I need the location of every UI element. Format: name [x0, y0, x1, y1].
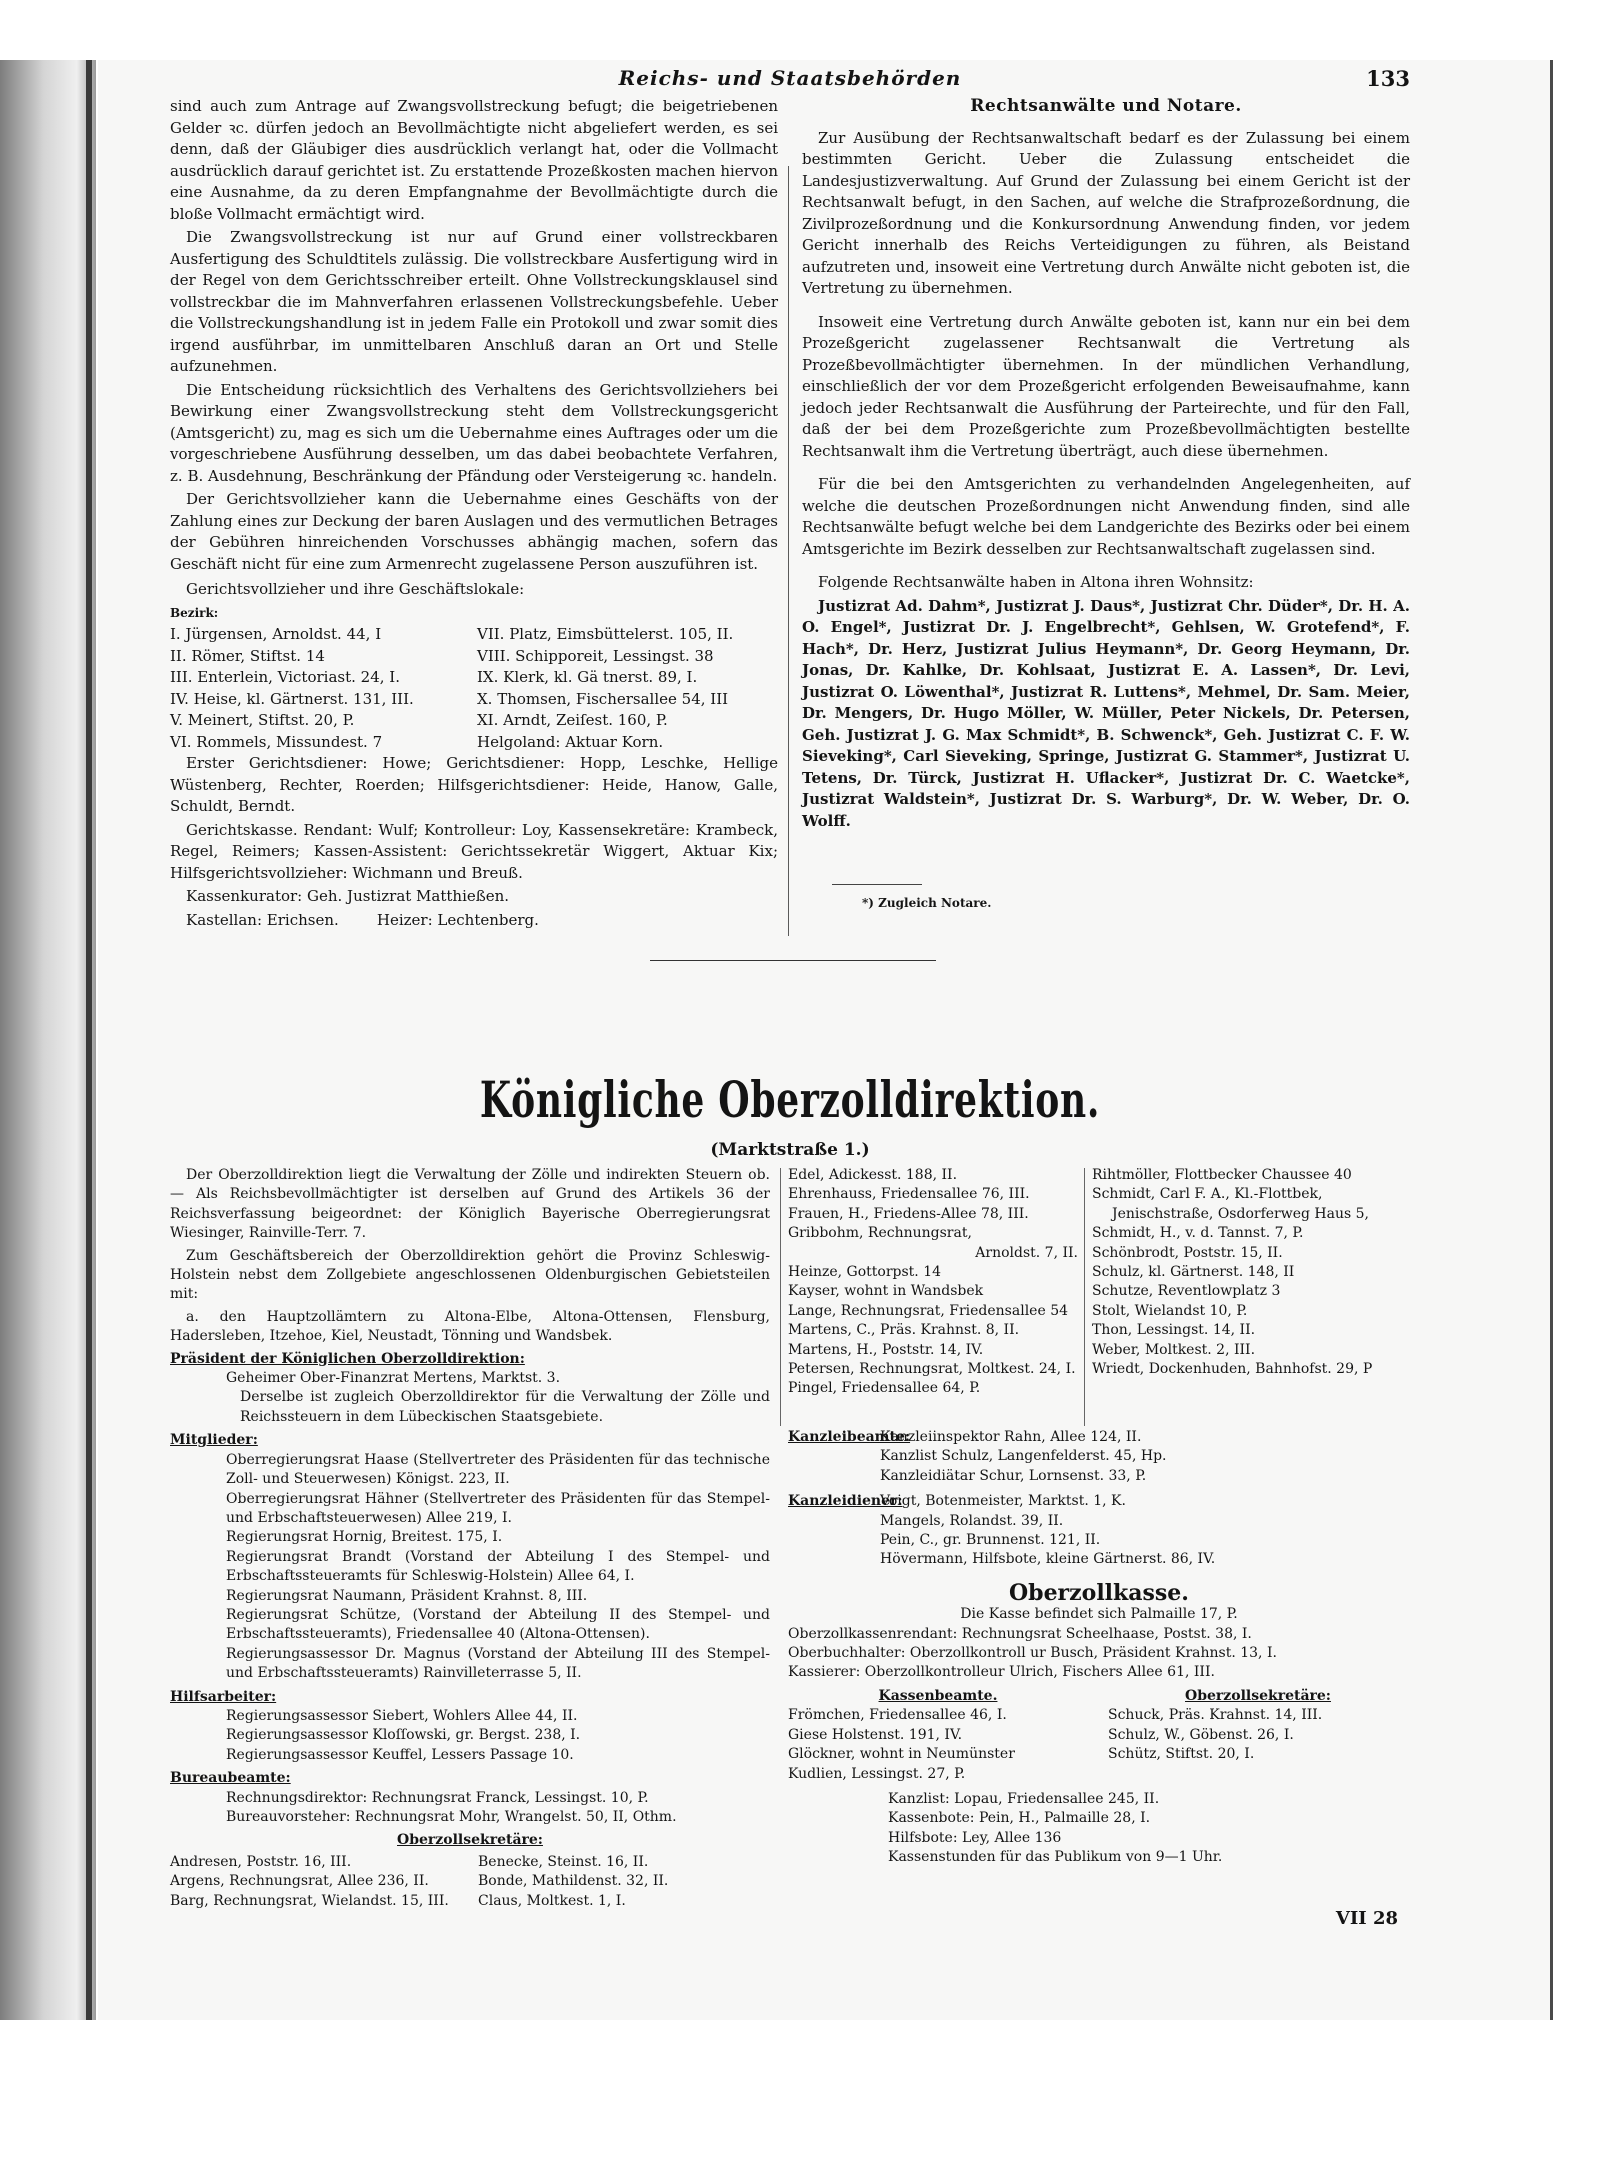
list-item: Rechnungsdirektor: Rechnungsrat Franck, Lessingst. 10, P. — [226, 1789, 649, 1806]
section-divider — [650, 960, 936, 961]
column-divider — [788, 166, 789, 936]
secretaries-table — [170, 1853, 770, 1911]
list-item: Kanzleiinspektor Rahn, Allee 124, II. — [880, 1429, 1142, 1445]
left-column — [170, 96, 778, 933]
list-item: Giese Holstenst. 191, IV. — [788, 1726, 963, 1743]
list-item: VII. Platz, Eimsbüttelerst. 105, II. — [477, 625, 734, 643]
list-item: Claus, Moltkest. 1, I. — [478, 1892, 626, 1909]
list-item: Kanzlist: Lopau, Friedensallee 245, II. — [888, 1790, 1160, 1807]
page-number: 133 — [1366, 66, 1410, 91]
kasse-staff-table — [788, 1687, 1410, 1784]
list-item: Regierungsrat Hornig, Breitest. 175, I. — [226, 1529, 503, 1546]
paragraph: Zum Geschäftsbereich der Oberzolldirektion gehört die Provinz Schleswig-Holstein nebst dem Zollgebiete angeschlossenen Oldenburgischen Gebietsteilen mit: — [170, 1247, 770, 1303]
list-item: IV. Heise, kl. Gärtnerst. 131, III. — [170, 689, 414, 708]
list-item: Thon, Lessingst. 14, II. — [1092, 1322, 1256, 1339]
list-item: Oberzollkassenrendant: Rechnungsrat Scheelhaase, Postst. 38, I. — [788, 1625, 1252, 1642]
oberzollkasse-title: Oberzollkasse. — [1009, 1579, 1189, 1606]
list-item: Regierungsassessor Kloſſowski, gr. Bergst. 238, I. — [226, 1727, 581, 1744]
castellan: Kastellan: Erichsen. Heizer: Lechtenberg. — [186, 910, 539, 929]
list-item: Oberbuchhalter: Oberzollkontroll ur Busch, Präsident Krahnst. 13, I. — [788, 1645, 1277, 1662]
kasse-misc-staff — [788, 1790, 1410, 1868]
list-item: Argens, Rechnungsrat, Allee 236, II. — [170, 1873, 429, 1890]
list-item: Derselbe ist zugleich Oberzolldirektor für die Verwaltung der Zölle und Reichssteuern in dem Lübeckischen Staatsgebiete. — [240, 1389, 770, 1425]
paragraph: Zur Ausübung der Rechtsanwaltschaft bedarf es der Zulassung bei einem bestimmten Gericht. Ueber die Zulassung entscheidet die Landesjustizverwaltung. Auf Grund der Zulassung bei einem Gericht ist der Rechtsanwalt befugt, in den Sachen, auf welche die Strafprozeßordnung, die Zivilprozeßordnung und die Konkursordnung Anwendung finden, vor jedem Gericht innerhalb des Reichs Verteidigungen zu führen, als Beistand aufzutreten und, insoweit eine Vertretung durch Anwälte nicht geboten ist, die Vertretung zu übernehmen. — [802, 128, 1410, 297]
list-item: III. Enterlein, Victoriast. 24, I. — [170, 668, 400, 686]
list-item: Schmidt, Carl F. A., Kl.-Flottbek, — [1092, 1186, 1323, 1203]
bureau-label: Bureaubeamte: — [170, 1770, 291, 1787]
oberzoll-title: Königliche Oberzolldirektion. — [479, 1070, 1101, 1129]
bailiffs-col-left — [170, 624, 467, 753]
paragraph: sind auch zum Antrage auf Zwangsvollstreckung befugt; die beigetriebenen Gelder ꝛc. dürfen jedoch an Bevollmächtigte nicht abgeliefert werden, es sei denn, daß der Gläubiger dies ausdrücklich verlangt hat, oder die Vollmacht ausdrücklich darauf gerichtet ist. Zu erstattende Prozeßkosten machen hiervon eine Ausnahme, da zu deren Empfangnahme der Bevollmächtigte durch die bloße Vollmacht ermächtigt wird. — [170, 97, 778, 223]
list-item: Voigt, Botenmeister, Marktst. 1, K. — [880, 1493, 1126, 1510]
list-item: Schulz, kl. Gärtnerst. 148, II — [1092, 1264, 1295, 1281]
kanzlei-label: Kanzleibeamte: — [788, 1429, 911, 1445]
court-staff: Erster Gerichtsdiener: Howe; Gerichtsdiener: Hopp, Leschke, Hellige Wüstenberg, Rechter, Roerden; Hilfsgerichtsdiener: Heide, Hanow, Galle, Schuldt, Berndt. — [170, 754, 778, 815]
list-item: Hilfsbote: Ley, Allee 136 — [888, 1829, 1062, 1846]
list-item: Lange, Rechnungsrat, Friedensallee 54 — [788, 1302, 1069, 1319]
list-item: Regierungsrat Schütze, (Vorstand der Abteilung II des Stempel- und Erbschaftssteueramts), Friedensallee 40 (Altona-Ottensen). — [226, 1606, 770, 1643]
list-item: Martens, C., Präs. Krahnst. 8, II. — [788, 1322, 1020, 1339]
list-item: Geheimer Ober-Finanzrat Mertens, Marktst. 3. — [226, 1370, 561, 1387]
diener-group — [788, 1492, 1410, 1570]
kassenbeamte-label: Kassenbeamte. — [878, 1687, 998, 1704]
list-item: Petersen, Rechnungsrat, Moltkest. 24, I. — [788, 1361, 1076, 1378]
book-gutter-line — [86, 60, 92, 2020]
list-item: Jenischstraße, Osdorferweg Haus 5, — [1112, 1205, 1369, 1222]
bailiffs-heading: Gerichtsvollzieher und ihre Geschäftslokale: — [186, 580, 525, 598]
list-item: Hövermann, Hilfsbote, kleine Gärtnerst. 86, IV. — [880, 1551, 1216, 1568]
right-column — [802, 96, 1410, 915]
paragraph: Für die bei den Amtsgerichten zu verhandelnden Angelegenheiten, auf welche die deutschen Prozeßordnungen nicht Anwendung finden, sind alle Rechtsanwälte befugt welche bei dem Landgerichte des Bezirks oder bei einem Amtsgerichte im Bezirk desselben zur Rechtsanwaltschaft zugelassen sind. — [802, 475, 1410, 558]
list-item: Ehrenhauss, Friedensallee 76, III. — [788, 1186, 1030, 1203]
list-item: Frömchen, Friedensallee 46, I. — [788, 1707, 1007, 1724]
list-item: Andresen, Poststr. 16, III. — [170, 1853, 352, 1870]
book-spine-shadow — [0, 60, 96, 2020]
list-item: Bureauvorsteher: Rechnungsrat Mohr, Wrangelst. 50, II, Othm. — [226, 1809, 677, 1825]
oberzoll-left-column — [170, 1166, 770, 1911]
list-item: Regierungsassessor Siebert, Wohlers Allee 44, II. — [226, 1707, 578, 1724]
list-item: Glöckner, wohnt in Neumünster — [788, 1746, 1015, 1763]
lawyers-heading: Folgende Rechtsanwälte haben in Altona ihren Wohnsitz: — [818, 573, 1254, 591]
list-item: Martens, H., Poststr. 14, IV. — [788, 1341, 984, 1358]
president-label: Präsident der Königlichen Oberzolldirektion: — [170, 1350, 525, 1367]
list-item: Oberregierungsrat Hähner (Stellvertreter des Präsidenten für das Stempel- und Erbschaftsteuerwesen) Allee 219, I. — [226, 1490, 770, 1526]
printer-signature: VII 28 — [1335, 1908, 1398, 1929]
column-divider — [1084, 1168, 1085, 1426]
list-item: Stolt, Wielandst 10, P. — [1092, 1302, 1248, 1319]
list-item: Wriedt, Dockenhuden, Bahnhofst. 29, P — [1092, 1361, 1373, 1378]
oberzoll-address: (Marktstraße 1.) — [710, 1140, 870, 1160]
bezirk-label: Bezirk: — [170, 605, 219, 620]
paragraph: Die Zwangsvollstreckung ist nur auf Grund einer vollstreckbaren Ausfertigung des Schuldtitels zulässig. Die vollstreckbare Ausfertigung wird in der Regel von dem Gerichtsschreiber erteilt. Ohne Vollstreckungsklausel sind vollstreckbar die im Mahnverfahren erlassenen Vollstreckungsbefehle. Ueber die Vollstreckungshandlung ist in jedem Falle ein Protokoll und zwar somit dies irgend ausführbar, im unmittelbaren Anschluß daran an Ort und Stelle aufzunehmen. — [170, 228, 778, 375]
bailiffs-col-right — [477, 624, 774, 753]
paragraph: Der Oberzolldirektion liegt die Verwaltung der Zölle und indirekten Steuern ob. — Als Reichsbevollmächtigter ist derselben auf Grund des Artikels 36 der Reichsverfassung beigeordnet: der Königlich Bayerische Oberregierungsrat Wiesinger, Rainville-Terr. 7. — [170, 1167, 770, 1242]
office-hours: Kassenstunden für das Publikum von 9—1 Uhr. — [888, 1849, 1223, 1866]
running-title: Reichs- und Staatsbehörden — [618, 66, 962, 90]
secretaries-col-left — [170, 1853, 454, 1911]
lawyers-list: Justizrat Ad. Dahm*, Justizrat J. Daus*, Justizrat Chr. Düder*, Dr. H. A. O. Engel*, Justizrat Dr. J. Engelbrecht*, Gehlsen, W. Grotefend*, F. Hach*, Dr. Herz, Justizrat Julius Heymann*, Dr. Georg Heymann, Dr. Jonas, Dr. Kahlke, Dr. Kohlsaat, Justizrat E. A. Lassen*, Dr. Levi, Justizrat O. Löwenthal*, Justizrat R. Luttens*, Mehmel, Dr. Sam. Meier, Dr. Mengers, Dr. Hugo Möller, W. Müller, Peter Nickels, Dr. Petersen, Geh. Justizrat J. G. Max Schmidt*, B. Schwenck*, Geh. Justizrat C. F. W. Sieveking*, Carl Sieveking, Springe, Justizrat G. Stammer*, Justizrat U. Tetens, Dr. Türck, Justizrat H. Uflacker*, Justizrat Dr. C. Waetcke*, Justizrat Waldstein*, Justizrat Dr. S. Warburg*, Dr. W. Weber, Dr. O. Wolff. — [802, 596, 1410, 830]
column-divider — [780, 1168, 781, 1426]
list-item: X. Thomsen, Fischersallee 54, III — [477, 689, 729, 708]
list-item: Kayser, wohnt in Wandsbek — [788, 1283, 984, 1300]
list-item: VI. Rommels, Missundest. 7 — [170, 732, 383, 751]
list-item: Helgoland: Aktuar Korn. — [477, 732, 664, 751]
list-item: Pingel, Friedensallee 64, P. — [788, 1380, 981, 1397]
oberzoll-mid-list — [788, 1166, 1078, 1399]
list-item: Heinze, Gottorpst. 14 — [788, 1264, 942, 1281]
list-item: Edel, Adickesst. 188, II. — [788, 1167, 958, 1183]
list-item: I. Jürgensen, Arnoldst. 44, I — [170, 625, 382, 643]
list-item: Oberregierungsrat Haase (Stellvertreter des Präsidenten für das technische Zoll- und Steuerwesen) Königst. 223, II. — [226, 1451, 770, 1488]
list-item: Schutze, Reventlowplatz 3 — [1092, 1283, 1281, 1300]
list-item: Barg, Rechnungsrat, Wielandst. 15, III. — [170, 1892, 449, 1909]
paragraph: Insoweit eine Vertretung durch Anwälte geboten ist, kann nur ein bei dem Prozeßgericht zugelassener Rechtsanwalt die Vertretung als Prozeßbevollmächtigter übernehmen. In der mündlichen Verhandlung, einschließlich der vor dem Prozeßgericht erfolgenden Beweisaufnahme, kann jedoch jeder Rechtsanwalt die Ausführung der Parteirechte, und für den Fall, daß der bei dem Prozeßgerichte zum Prozeßbevollmächtigten bestellte Rechtsanwalt ihm die Vertretung überträgt, auch diese übernehmen. — [802, 312, 1410, 460]
kanzlei-entries — [880, 1428, 1167, 1486]
list-item: Bonde, Mathildenst. 32, II. — [478, 1873, 669, 1890]
diener-label: Kanzleidiener: — [788, 1493, 903, 1510]
list-item: Pein, C., gr. Brunnenst. 121, II. — [880, 1532, 1101, 1549]
list-item: V. Meinert, Stiftst. 20, P. — [170, 711, 355, 729]
list-item: Mangels, Rolandst. 39, II. — [880, 1512, 1064, 1529]
list-item: Regierungsrat Brandt (Vorstand der Abteilung I des Stempel- und Erbschaftssteueramts für Schleswig-Holstein) Allee 64, I. — [226, 1548, 770, 1585]
court-cashier: Gerichtskasse. Rendant: Wulf; Kontrolleur: Loy, Kassensekretäre: Krambeck, Regel, Reimers; Kassen-Assistent: Gerichtssekretär Wiggert, Aktuar Kix; Hilfsgerichtsvollzieher: Wichmann und Breuß. — [170, 820, 778, 882]
list-item: Kassenbote: Pein, H., Palmaille 28, I. — [888, 1810, 1151, 1827]
oberzoll-staff-lists — [788, 1428, 1410, 1868]
cash-curator: Kassenkurator: Geh. Justizrat Matthießen. — [186, 887, 510, 905]
secretaries-col-right — [478, 1853, 762, 1911]
list-item: Schuck, Präs. Krahnst. 14, III. — [1108, 1707, 1323, 1724]
list-item: Gribbohm, Rechnungsrat, — [788, 1225, 972, 1242]
list-item: Regierungsrat Naumann, Präsident Krahnst. 8, III. — [226, 1587, 588, 1604]
list-item: Benecke, Steinst. 16, II. — [478, 1853, 649, 1870]
list-item: Kassierer: Oberzollkontrolleur Ulrich, Fischers Allee 61, III. — [788, 1664, 1215, 1681]
list-item: Kudlien, Lessingst. 27, P. — [788, 1765, 966, 1782]
kasse-location: Die Kasse befindet sich Palmaille 17, P. — [960, 1606, 1238, 1623]
list-item: Weber, Moltkest. 2, III. — [1092, 1341, 1256, 1358]
footnote-rule — [832, 884, 922, 885]
list-item: Frauen, H., Friedens-Allee 78, III. — [788, 1205, 1029, 1222]
kassensekretaere-label: Oberzollsekretäre: — [1185, 1687, 1331, 1704]
list-item: Regierungsassessor Keuffel, Lessers Passage 10. — [226, 1746, 574, 1763]
list-item: VIII. Schipporeit, Lessingst. 38 — [477, 646, 714, 665]
section-title: Rechtsanwälte und Notare. — [970, 96, 1242, 116]
paragraph: Der Gerichtsvollzieher kann die Uebernahme eines Geschäfts von der Zahlung eines zur Deckung der baren Auslagen und des vermutlichen Betrages der Gebühren hinreichenden Vorschusses abhängig machen, sofern das Geschäft nicht für eine zum Armenrecht zugelassene Person auszuführen ist. — [170, 490, 778, 573]
list-item: IX. Klerk, kl. Gä tnerst. 89, I. — [477, 668, 698, 686]
list-item: Kanzleidiätar Schur, Lornsenst. 33, P. — [880, 1467, 1147, 1484]
list-item: XI. Arndt, Zeiſest. 160, P. — [477, 711, 668, 729]
helpers-label: Hilfsarbeiter: — [170, 1688, 277, 1705]
kassensekretaere-col — [1108, 1687, 1408, 1784]
list-item: II. Römer, Stiftst. 14 — [170, 646, 325, 665]
list-item: Regierungsassessor Dr. Magnus (Vorstand der Abteilung III des Stempel- und Erbschaftssteueramts) Rainvilleterrasse 5, II. — [226, 1645, 770, 1682]
list-item: Schulz, W., Göbenst. 26, I. — [1108, 1726, 1294, 1743]
bailiffs-table — [170, 624, 778, 753]
list-item: Schönbrodt, Poststr. 15, II. — [1092, 1244, 1283, 1261]
kassenbeamte-col — [788, 1687, 1088, 1784]
footnote: *) Zugleich Notare. — [862, 896, 992, 910]
members-label: Mitglieder: — [170, 1432, 258, 1449]
list-item: Rihtmöller, Flottbecker Chaussee 40 — [1092, 1167, 1352, 1183]
paragraph: Die Entscheidung rücksichtlich des Verhaltens des Gerichtsvollziehers bei Bewirkung einer Zwangsvollstreckung steht dem Vollstreckungsgericht (Amtsgericht) zu, mag es sich um die Uebernahme eines Auftrages oder um die vorgeschriebene Ausführung desselben, um das dabei beobachtete Verfahren, z. B. Ausdehnung, Beschränkung der Pfändung oder Versteigerung ꝛc. handeln. — [170, 380, 778, 485]
list-item: Kanzlist Schulz, Langenfelderst. 45, Hp. — [880, 1448, 1167, 1465]
secretaries-label: Oberzollsekretäre: — [397, 1832, 543, 1849]
document-page — [170, 66, 1410, 1946]
list-item: Arnoldst. 7, II. — [975, 1244, 1078, 1261]
paragraph: a. den Hauptzollämtern zu Altona-Elbe, Altona-Ottensen, Flensburg, Hadersleben, Itzehoe, Kiel, Neustadt, Tönning und Wandsbek. — [170, 1308, 770, 1345]
list-item: Schütz, Stiftst. 20, I. — [1108, 1746, 1255, 1763]
diener-entries — [880, 1492, 1215, 1570]
list-item: Schmidt, H., v. d. Tannst. 7, P. — [1092, 1225, 1304, 1242]
kanzlei-group — [788, 1428, 1410, 1486]
oberzoll-right-list — [1092, 1166, 1410, 1379]
